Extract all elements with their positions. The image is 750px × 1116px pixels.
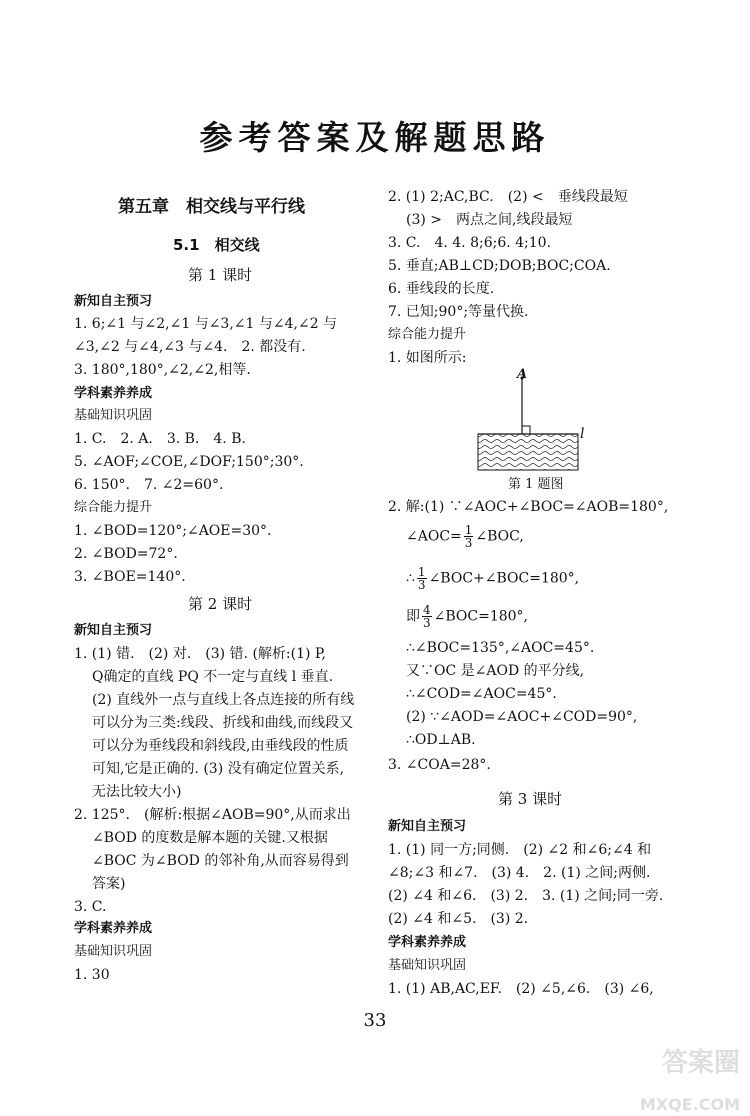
subsection-heading: 综合能力提升 [74,500,153,515]
answer-line: 2. 解:(1) ∵∠AOC+∠BOC=∠AOB=180°, [388,499,669,515]
answer-line: (3) > 两点之间,线段最短 [406,212,573,228]
answer-line: 答案) [92,876,126,892]
subsection-heading: 基础知识巩固 [74,408,153,423]
answer-line: 6. 垂线段的长度. [388,281,495,297]
answer-line: ∠BOC 为∠BOD 的邻补角,从而容易得到 [92,853,349,869]
lesson-heading: 第 3 课时 [498,790,563,808]
answer-line: 2. ∠BOD=72°. [74,546,178,562]
fraction: $\frac{1}{3}$ [417,565,426,592]
subsection-heading: 学科素养养成 [74,921,153,936]
fraction: $\frac{4}{3}$ [423,603,431,630]
perpendicular-figure [470,366,600,476]
answer-line: 1. (1) 错. (2) 对. (3) 错. (解析:(1) P, [74,646,326,662]
line-l-label: l [580,426,585,442]
answer-line: ∴∠COD=∠AOC=45°. [406,686,557,702]
lesson-heading: 第 1 课时 [188,266,253,284]
point-a-label: A [517,367,528,382]
answer-line: (2) ∠4 和∠5. (3) 2. [388,911,529,927]
answer-line: (2) 直线外一点与直线上各点连接的所有线 [92,692,355,708]
answer-line: Q确定的直线 PQ 不一定与直线 l 垂直. [92,669,334,685]
answer-line: 3. C. [74,899,107,915]
answer-line: 2. 125°. (解析:根据∠AOB=90°,从而求出 [74,807,351,823]
watermark-url: MXQE.COM [639,1095,740,1114]
answer-line: ∠3,∠2 与∠4,∠3 与∠4. 2. 都没有. [74,339,306,355]
subsection-heading: 新知自主预习 [388,819,467,834]
watermark-logo: 答案圈 [661,1048,740,1078]
right-angle-mark [522,426,530,434]
answer-line: 即 $\frac{4}{3}$ ∠BOC=180°, [406,603,529,630]
answer-line: 可知,它是正确的. (3) 没有确定位置关系, [92,761,345,777]
answer-line: 3. 180°,180°,∠2,∠2,相等. [74,362,251,378]
subsection-heading: 学科素养养成 [74,386,153,401]
chapter-heading: 第五章 相交线与平行线 [118,197,305,217]
answer-line: 2. (1) 2;AC,BC. (2) < 垂线段最短 [388,189,628,205]
figure-caption: 第 1 题图 [508,477,564,492]
answer-line: (2) ∠4 和∠6. (3) 2. 3. (1) 之间;同一旁. [388,888,664,904]
answer-line: 3. C. 4. 4. 8;6;6. 4;10. [388,235,552,251]
page-number: 33 [363,1010,387,1031]
subsection-heading: 基础知识巩固 [74,944,153,959]
answer-line: 3. ∠BOE=140°. [74,569,186,585]
answer-line: 6. 150°. 7. ∠2=60°. [74,477,224,493]
answer-line: (2) ∵∠AOD=∠AOC+∠COD=90°, [406,709,638,725]
lesson-heading: 第 2 课时 [188,595,253,613]
subsection-heading: 新知自主预习 [74,294,153,309]
answer-line: ∴∠BOC=135°,∠AOC=45°. [406,640,595,656]
answer-line: ∴OD⊥AB. [406,732,476,748]
answer-line: 又∵OC 是∠AOD 的平分线, [406,663,585,679]
subsection-heading: 综合能力提升 [388,327,467,342]
answer-line: 7. 已知;90°;等量代换. [388,304,529,320]
subsection-heading: 基础知识巩固 [388,958,467,973]
answer-line: 无法比较大小) [92,784,182,800]
answer-line: ∠BOD 的度数是解本题的关键.又根据 [92,830,328,846]
page-title: 参考答案及解题思路 [199,118,551,157]
answer-line: 1. 30 [74,967,110,983]
subsection-heading: 学科素养养成 [388,935,467,950]
answer-line: ∠8;∠3 和∠7. (3) 4. 2. (1) 之间;两侧. [388,865,651,881]
answer-line: 1. (1) 同一方;同侧. (2) ∠2 和∠6;∠4 和 [388,842,652,858]
answer-line: 可以分为三类:线段、折线和曲线,而线段又 [92,715,354,731]
answer-line: 1. (1) AB,AC,EF. (2) ∠5,∠6. (3) ∠6, [388,981,654,997]
subsection-heading: 新知自主预习 [74,623,153,638]
section-heading: 5.1 相交线 [173,236,260,254]
fraction: $\frac{1}{3}$ [464,523,473,550]
answer-line: 5. 垂直;AB⊥CD;DOB;BOC;COA. [388,258,611,274]
answer-line: 3. ∠COA=28°. [388,757,491,773]
water-region [478,434,578,470]
answer-line: 1. 如图所示: [388,350,467,366]
answer-line: ∠AOC= $\frac{1}{3}$ ∠BOC, [406,523,524,550]
answer-line: 1. 6;∠1 与∠2,∠1 与∠3,∠1 与∠4,∠2 与 [74,316,338,332]
answer-line: 5. ∠AOF;∠COE,∠DOF;150°;30°. [74,454,304,470]
answer-line: 可以分为垂线段和斜线段,由垂线段的性质 [92,738,349,754]
answer-line: 1. ∠BOD=120°;∠AOE=30°. [74,523,272,539]
answer-line: ∴ $\frac{1}{3}$ ∠BOC+∠BOC=180°, [406,565,580,592]
answer-line: 1. C. 2. A. 3. B. 4. B. [74,431,246,447]
